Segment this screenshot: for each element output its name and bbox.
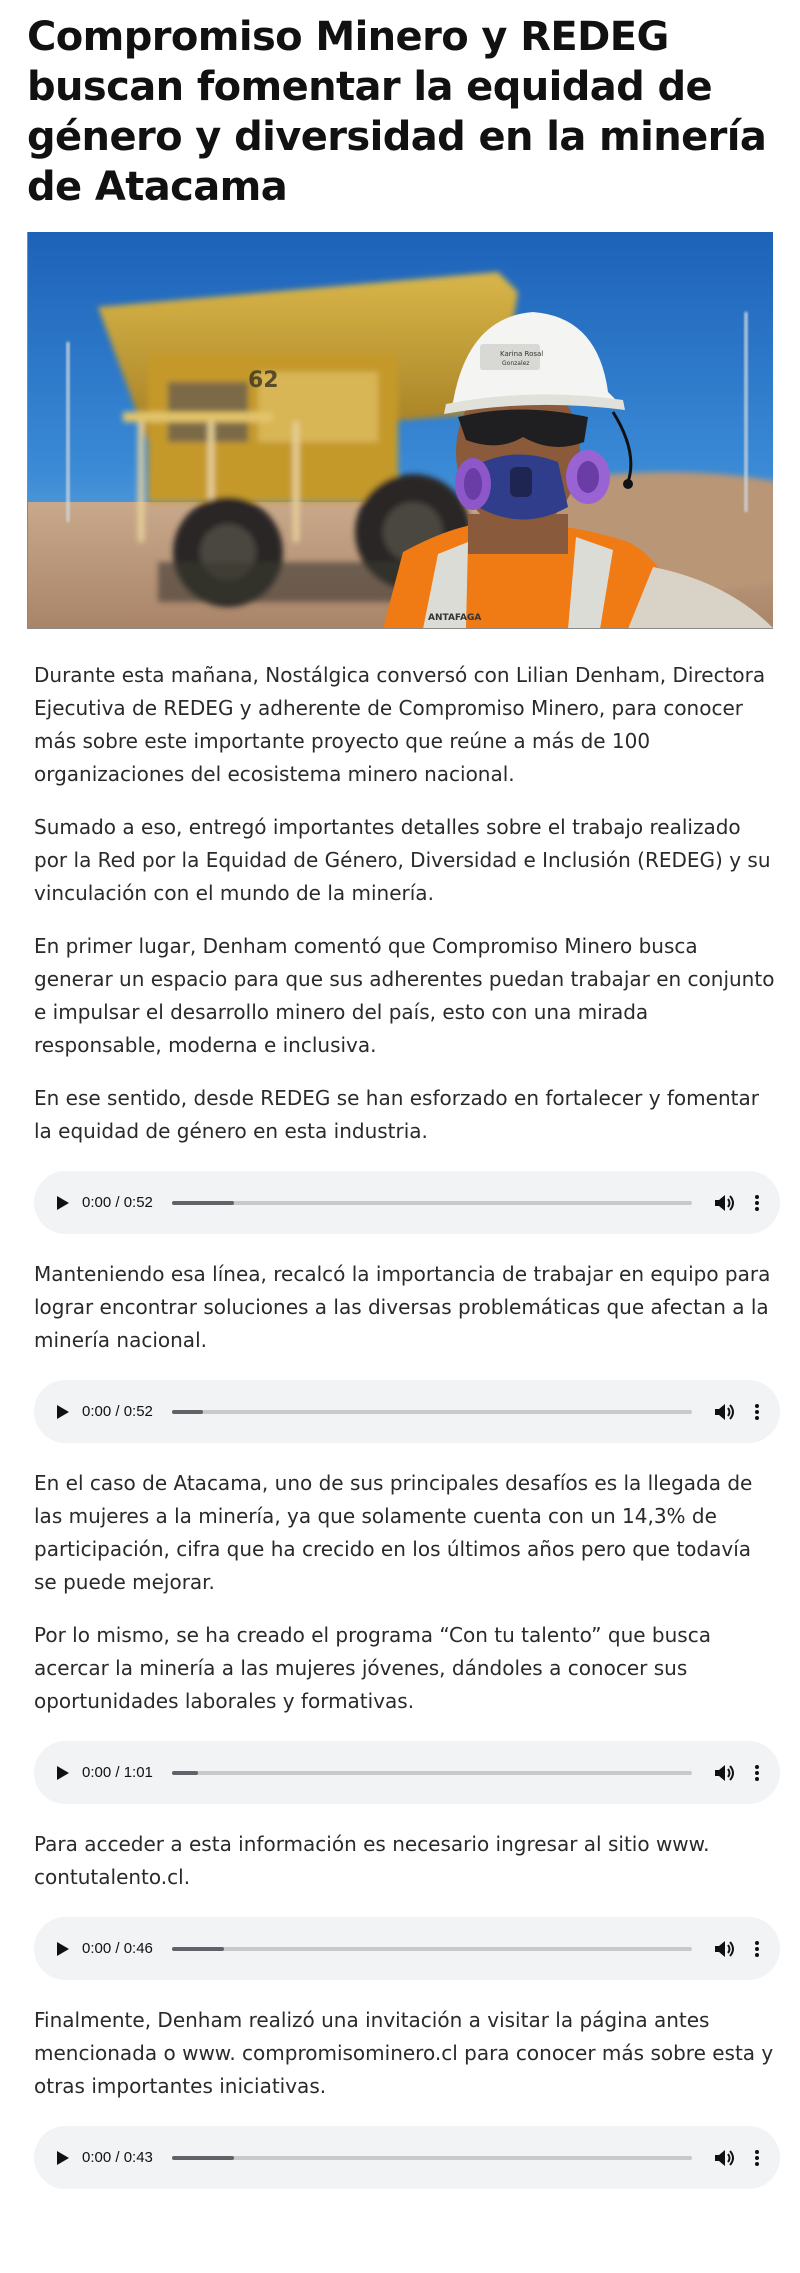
buffered-bar [172,1947,224,1951]
hero-image [27,232,773,629]
audio-time: 0:00 / 0:43 [82,2149,153,2166]
progress-slider[interactable] [172,1201,692,1205]
audio-player-4[interactable] [34,1917,780,1980]
paragraph-3: En primer lugar, Denham comentó que Compromiso Minero busca generar un espacio para que sus adherentes puedan trabajar en conjunto e impulsar el desarrollo minero del país, esto con una mirada responsable, moderna e inclusiva. [34,934,775,1057]
audio-player-3[interactable] [34,1741,780,1804]
progress-slider[interactable] [172,2156,692,2160]
paragraph-9: Finalmente, Denham realizó una invitación a visitar la página antes mencionada o www. compromisominero.cl para conocer más sobre esta y otras importantes iniciativas. [34,2008,774,2098]
play-icon[interactable] [56,1404,70,1420]
audio-time: 0:00 / 0:52 [82,1194,153,1211]
helmet-surname: Gonzalez [502,360,530,367]
progress-slider[interactable] [172,1771,692,1775]
progress-slider[interactable] [172,1947,692,1951]
paragraph-8: Para acceder a esta información es necesario ingresar al sitio www. contutalento.cl. [34,1832,710,1889]
audio-player-2[interactable] [34,1380,780,1443]
buffered-bar [172,1771,198,1775]
article-body [27,659,779,2189]
vest-text: ANTAFAGA [428,613,482,623]
paragraph-2: Sumado a eso, entregó importantes detalles sobre el trabajo realizado por la Red por la Equidad de Género, Diversidad e Inclusión (REDEG) y su vinculación con el mundo de la minería. [34,815,771,905]
audio-player-1[interactable] [34,1171,780,1234]
audio-time: 0:00 / 0:46 [82,1940,153,1957]
truck-number: 62 [248,368,279,393]
volume-icon[interactable] [714,2148,736,2168]
play-icon[interactable] [56,1765,70,1781]
progress-slider[interactable] [172,1410,692,1414]
article-title: Compromiso Minero y REDEG buscan fomentar la equidad de género y diversidad en la minería de Atacama [27,14,767,210]
buffered-bar [172,1201,234,1205]
play-icon[interactable] [56,1941,70,1957]
volume-icon[interactable] [714,1763,736,1783]
volume-icon[interactable] [714,1402,736,1422]
play-icon[interactable] [56,1195,70,1211]
helmet-name: Karina Rosal [500,350,544,358]
audio-player-5[interactable] [34,2126,780,2189]
more-vert-icon[interactable] [754,1194,760,1212]
volume-icon[interactable] [714,1193,736,1213]
more-vert-icon[interactable] [754,1764,760,1782]
paragraph-4: En ese sentido, desde REDEG se han esforzado en fortalecer y fomentar la equidad de género en esta industria. [34,1086,759,1143]
paragraph-5: Manteniendo esa línea, recalcó la importancia de trabajar en equipo para lograr encontrar soluciones a las diversas problemáticas que afectan a la minería nacional. [34,1262,771,1352]
buffered-bar [172,1410,203,1414]
play-icon[interactable] [56,2150,70,2166]
paragraph-1: Durante esta mañana, Nostálgica conversó con Lilian Denham, Directora Ejecutiva de REDEG y adherente de Compromiso Minero, para conocer más sobre este importante proyecto que reúne a más de 100 organizaciones del ecosistema minero nacional. [34,663,766,786]
volume-icon[interactable] [714,1939,736,1959]
paragraph-7: Por lo mismo, se ha creado el programa “Con tu talento” que busca acercar la minería a las mujeres jóvenes, dándoles a conocer sus oportunidades laborales y formativas. [34,1623,711,1713]
more-vert-icon[interactable] [754,1940,760,1958]
more-vert-icon[interactable] [754,2149,760,2167]
audio-time: 0:00 / 1:01 [82,1764,153,1781]
buffered-bar [172,2156,234,2160]
paragraph-6: En el caso de Atacama, uno de sus principales desafíos es la llegada de las mujeres a la minería, ya que solamente cuenta con un 14,3% de participación, cifra que ha crecido en los últimos años pero que todavía se puede mejorar. [34,1471,753,1594]
more-vert-icon[interactable] [754,1403,760,1421]
audio-time: 0:00 / 0:52 [82,1403,153,1420]
